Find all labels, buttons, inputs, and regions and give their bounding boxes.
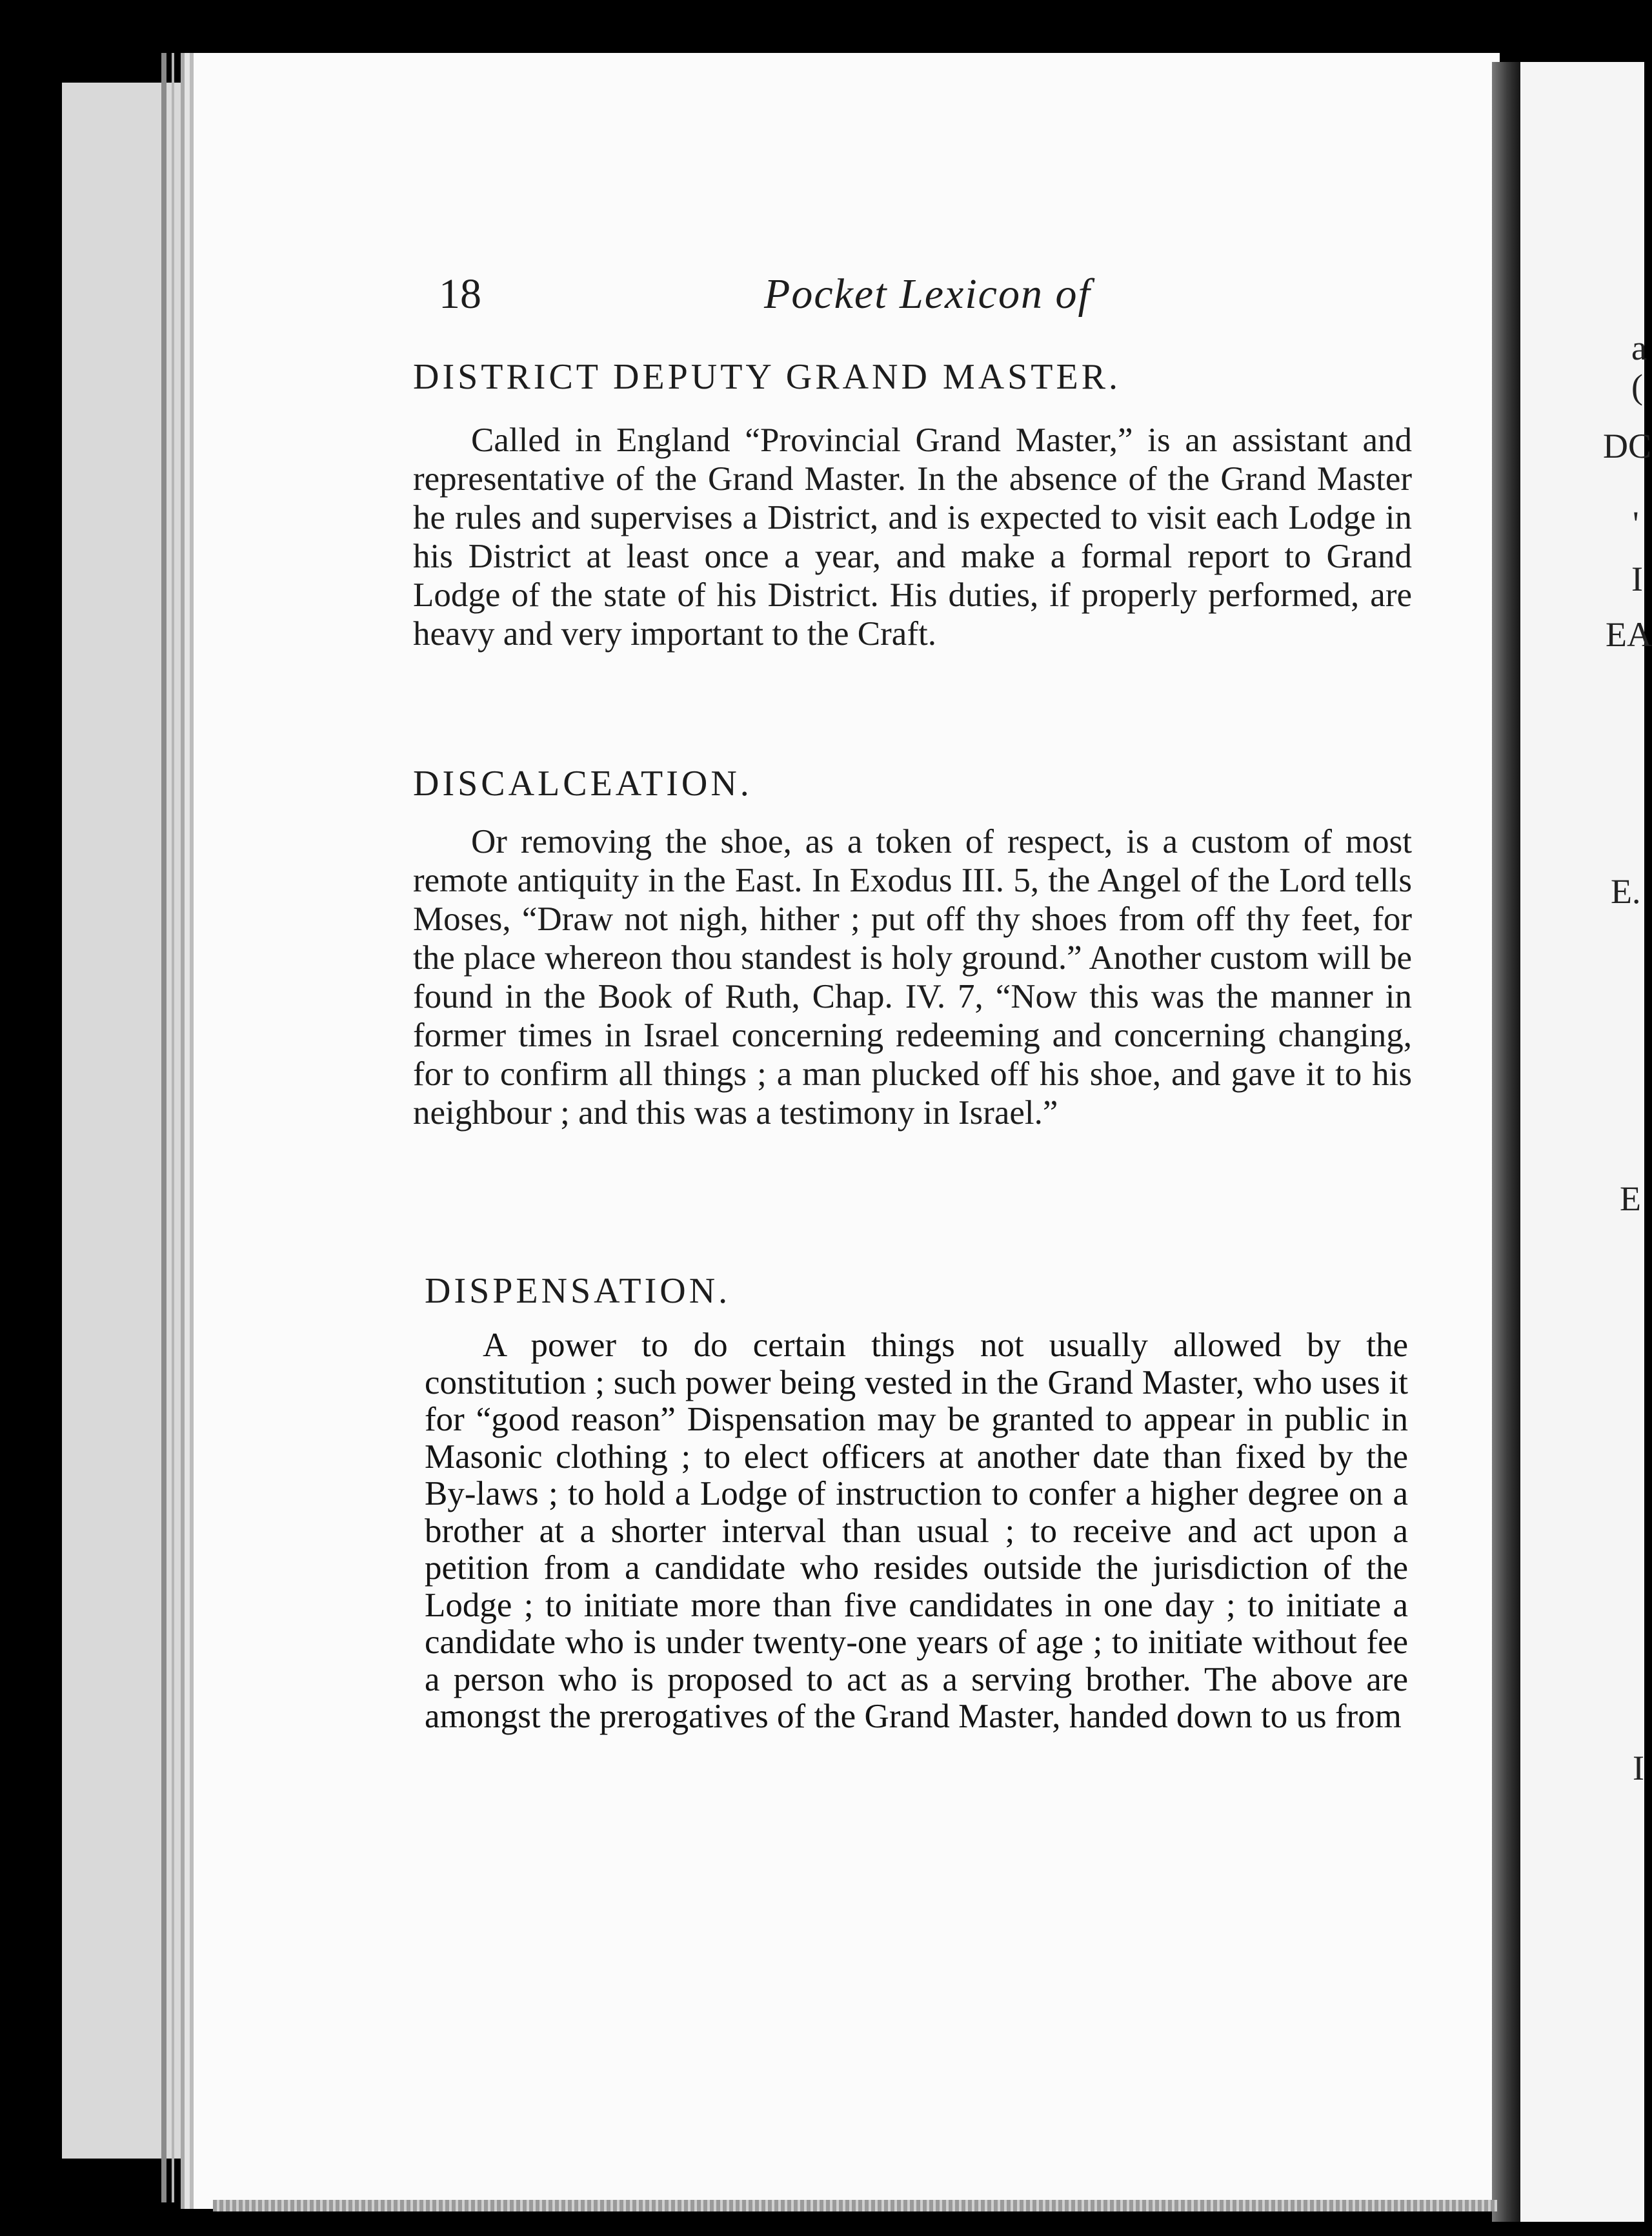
facing-page-fragment: DC xyxy=(1603,427,1652,465)
entry-body: Or removing the shoe, as a token of respect, is a custom of most remote antiquity in the East. In Exodus III. 5, the Angel of the Lord tells Moses, “Draw not nigh, hither ; put off thy shoes from off thy feet, for the place whereon thou standest is holy ground.” Another custom will be found in the Book of Ruth, Chap. IV. 7, “Now this was the manner in former times in Israel concerning redeeming and concerning changing, for to confirm all things ; a man plucked off his shoe, and gave it to his neighbour ; and this was a testimony in Israel.” xyxy=(413,823,1412,1132)
entry-heading: DISPENSATION. xyxy=(425,1271,731,1311)
facing-page-fragment: E. xyxy=(1611,872,1641,911)
running-title: Pocket Lexicon of xyxy=(764,270,1091,318)
facing-page xyxy=(1520,62,1644,2222)
facing-page-fragment: I xyxy=(1631,560,1643,598)
facing-page-fragment: a xyxy=(1631,329,1647,367)
facing-page-fragment: I xyxy=(1633,1749,1644,1787)
page-number: 18 xyxy=(439,270,481,318)
facing-page-fragment: EA xyxy=(1606,615,1652,654)
entry-heading: DISCALCEATION. xyxy=(413,764,752,804)
book-gutter xyxy=(1492,62,1520,2222)
entry-district-deputy-grand-master xyxy=(413,354,1412,653)
entry-heading: DISTRICT DEPUTY GRAND MASTER. xyxy=(413,357,1122,397)
entry-body: Called in England “Provincial Grand Master,” is an assistant and representative of the Grand Master. In the absence of the Grand Master he rules and supervises a District, and is expected to visit each Lodge in his District at least once a year, and make a formal report to Grand Lodge of the state of his District. His duties, if properly performed, are heavy and very important to the Craft. xyxy=(413,422,1412,653)
entry-body: A power to do certain things not usually allowed by the constitution ; such power being vested in the Grand Master, who uses it for “good reason” Dispensation may be granted to appear in public in Masonic clothing ; to elect officers at another date than fixed by the By-laws ; to hold a Lodge of instruction to confer a higher degree on a brother at a shorter interval than usual ; to receive and act upon a petition from a candidate who resides outside the jurisdiction of the Lodge ; to initiate more than five candidates in one day ; to initiate a candidate who is under twenty-one years of age ; to initiate without fee a person who is proposed to act as a serving brother. The above are amongst the prerogatives of the Grand Master, handed down to us from xyxy=(425,1326,1408,1735)
page-bottom-edge xyxy=(213,2200,1497,2211)
facing-page-fragment: ( xyxy=(1631,367,1643,406)
facing-page-fragment: ' xyxy=(1633,504,1639,543)
entry-dispensation xyxy=(425,1268,1408,1736)
page-edge-line xyxy=(172,53,174,2202)
entry-discalceation xyxy=(413,760,1412,1132)
facing-page-fragment: E xyxy=(1620,1179,1641,1218)
page-edge-line xyxy=(161,53,166,2202)
